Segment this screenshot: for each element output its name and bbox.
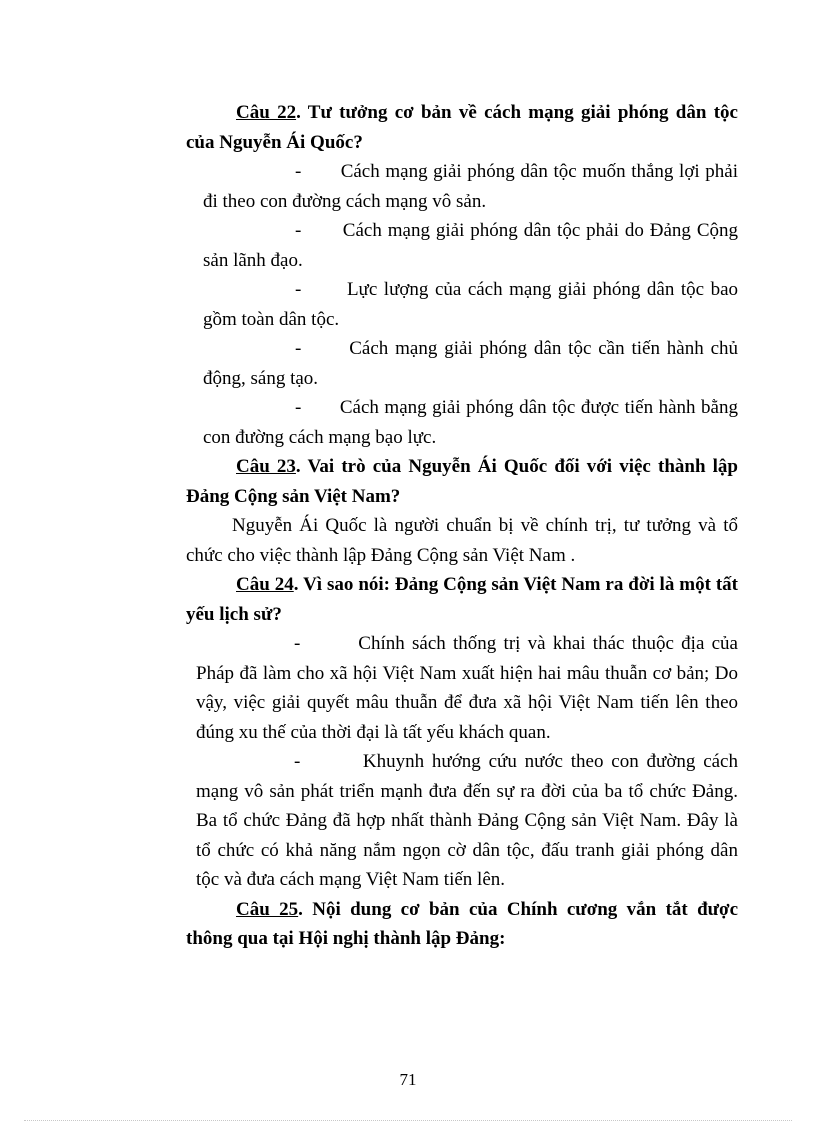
- question-22-heading: [186, 98, 738, 157]
- question-22-title: . Tư tưởng cơ bản về cách mạng giải phóng dân tộc của Nguyễn Ái Quốc?: [186, 102, 738, 153]
- question-23-heading: [186, 452, 738, 511]
- question-24-number: Câu 24: [236, 574, 294, 595]
- footer-divider: [24, 1120, 792, 1121]
- question-25-number: Câu 25: [236, 898, 299, 920]
- question-23-number: Câu 23: [236, 456, 296, 477]
- question-22-item-4: - Cách mạng giải phóng dân tộc cần tiến hành chủ động, sáng tạo.: [203, 338, 738, 389]
- question-24-heading: [186, 570, 738, 629]
- question-23-answer: Nguyễn Ái Quốc là người chuẩn bị về chính trị, tư tưởng và tổ chức cho việc thành lập Đảng Cộng sản Việt Nam .: [186, 515, 738, 566]
- question-24-item-2: - Khuynh hướng cứu nước theo con đường cách mạng vô sản phát triển mạnh đưa đến sự ra đời của ba tổ chức Đảng. Ba tổ chức Đảng đã hợp nhất thành Đảng Cộng sản Việt Nam. Đây là tổ chức có khả năng nắm ngọn cờ dân tộc, đấu tranh giải phóng dân tộc và đưa cách mạng Việt Nam tiến lên.: [196, 751, 738, 890]
- question-22-number: Câu 22: [236, 102, 297, 123]
- question-25-heading: [186, 895, 738, 954]
- question-24-item-1: - Chính sách thống trị và khai thác thuộc địa của Pháp đã làm cho xã hội Việt Nam xuất hiện hai mâu thuẫn cơ bản; Do vậy, việc giải quyết mâu thuẫn để đưa xã hội Việt Nam tiến lên theo đúng xu thế của thời đại là tất yếu khách quan.: [196, 633, 738, 743]
- question-22-item-2: - Cách mạng giải phóng dân tộc phải do Đảng Cộng sản lãnh đạo.: [203, 220, 738, 271]
- document-page: [186, 98, 738, 954]
- question-22-item-5: - Cách mạng giải phóng dân tộc được tiến hành bằng con đường cách mạng bạo lực.: [203, 397, 738, 448]
- page-number: 71: [399, 1070, 417, 1089]
- question-22-item-3: - Lực lượng của cách mạng giải phóng dân tộc bao gồm toàn dân tộc.: [203, 279, 738, 330]
- question-23-title: . Vai trò của Nguyễn Ái Quốc đối với việc thành lập Đảng Cộng sản Việt Nam?: [186, 456, 738, 507]
- question-25-title: . Nội dung cơ bản của Chính cương vắn tắt được thông qua tại Hội nghị thành lập Đảng:: [186, 898, 738, 949]
- question-22-item-1: - Cách mạng giải phóng dân tộc muốn thắng lợi phải đi theo con đường cách mạng vô sản.: [203, 161, 738, 212]
- question-24-title: . Vì sao nói: Đảng Cộng sản Việt Nam ra đời là một tất yếu lịch sử?: [186, 574, 738, 625]
